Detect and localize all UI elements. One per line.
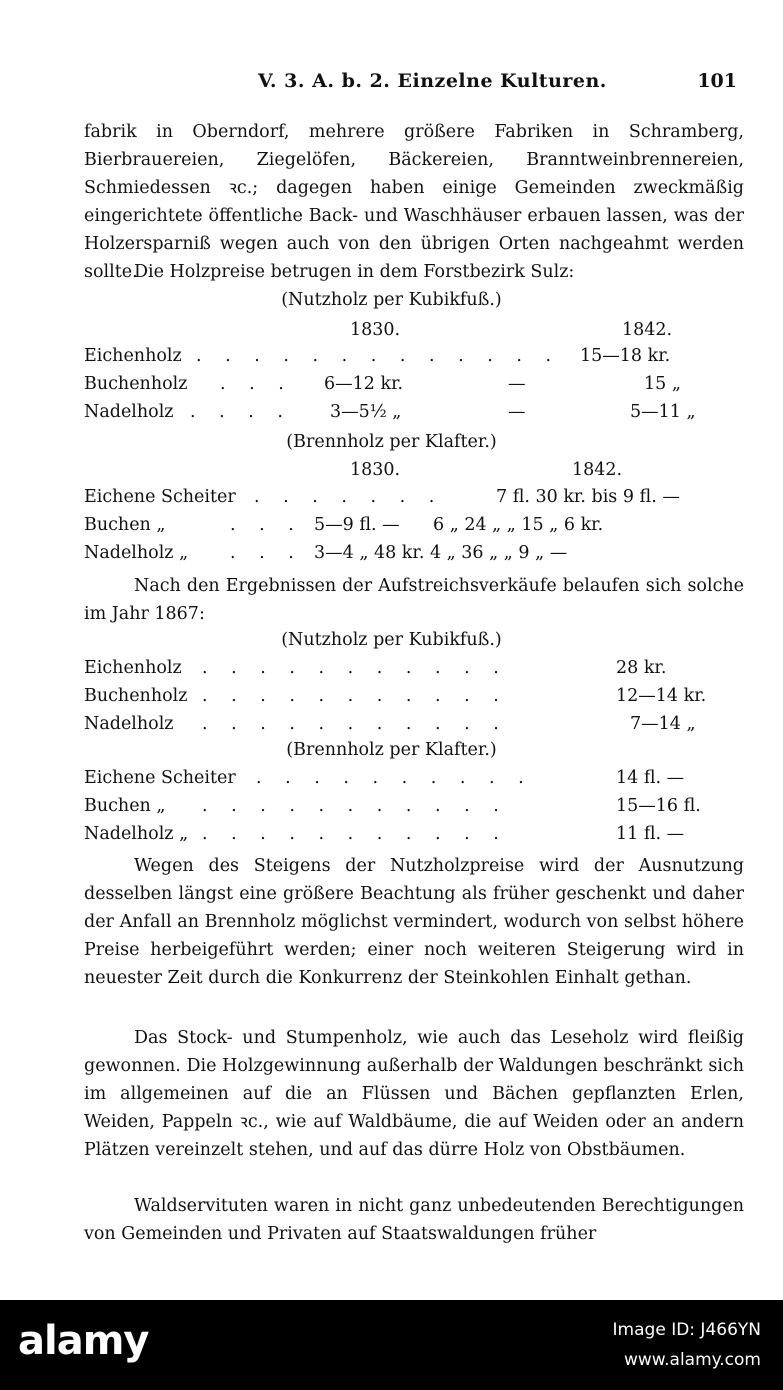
value-1830: 6—12 kr. xyxy=(324,374,404,394)
row-label: Buchen „ xyxy=(84,796,166,816)
paragraph-2-text: Die Holzpreise betrugen in dem Forstbezirk Sulz: xyxy=(134,262,575,282)
leader-dots: . . . xyxy=(220,374,293,394)
row-label: Nadelholz xyxy=(84,714,174,734)
leader-dots: . . . . . . . . . . . xyxy=(202,658,508,678)
leader-dots: . . . xyxy=(230,543,303,563)
paragraph-5-text: Das Stock- und Stumpenholz, wie auch das Leseholz wird fleißig gewonnen. Die Holzgewinnung außerhalb der Waldungen beschränkt sich im allgemeinen auf die an Flüssen und Bächen gepflanzten Erlen, Weiden, Pappeln ꝛc., wie auf Waldbäume, die auf Weiden oder an andern Plätzen vereinzelt stehen, und auf das dürre Holz von Obstbäumen. xyxy=(84,1028,744,1160)
paragraph-5 xyxy=(84,1024,744,1164)
site-url: www.alamy.com xyxy=(623,1350,761,1370)
row-label: Eichene Scheiter xyxy=(84,487,236,507)
table2-year-1842: 1842. xyxy=(572,460,623,480)
table3-row xyxy=(84,714,744,742)
paragraph-3-text: Nach den Ergebnissen der Aufstreichsverkäufe belaufen sich solche im Jahr 1867: xyxy=(84,576,744,624)
table3-row xyxy=(84,658,744,686)
value-1842: 5—11 „ xyxy=(630,402,696,422)
row-label: Eichene Scheiter xyxy=(84,768,236,788)
table1-row xyxy=(84,402,744,430)
dash: — xyxy=(508,374,526,394)
leader-dots: . . . . . . . . . . . xyxy=(202,714,508,734)
row-label: Eichenholz xyxy=(84,658,182,678)
dash: — xyxy=(508,402,526,422)
paragraph-3 xyxy=(84,572,744,628)
table2-row xyxy=(84,487,744,515)
running-header xyxy=(0,70,783,104)
value-1842: 15—18 kr. xyxy=(580,346,671,366)
row-label: Buchenholz xyxy=(84,686,188,706)
paragraph-4-text: Wegen des Steigens der Nutzholzpreise wird der Ausnutzung desselben längst eine größere Beachtung als früher geschenkt und daher der Anfall an Brennholz möglichst vermindert, wodurch von selbst höhere Preise herbeigeführt werden; einer noch weiteren Steigerung wird in neuester Zeit durch die Konkurrenz der Steinkohlen Einhalt gethan. xyxy=(84,856,744,988)
leader-dots: . . . . . . . . . . . . . xyxy=(196,346,561,366)
row-label: Buchenholz xyxy=(84,374,188,394)
leader-dots: . . . . . . . . . . . xyxy=(202,824,508,844)
table2-caption: (Brennholz per Klafter.) xyxy=(286,432,497,452)
leader-dots: . . . . . . . . . . . xyxy=(202,686,508,706)
leader-dots: . . . . . . . . . . . xyxy=(202,796,508,816)
leader-dots: . . . . . . . xyxy=(254,487,444,507)
row-value: 12—14 kr. xyxy=(616,686,707,706)
alamy-logo: alamy xyxy=(18,1318,149,1364)
value-1830: 3—5½ „ xyxy=(330,402,402,422)
row-values: 7 fl. 30 kr. bis 9 fl. — xyxy=(496,487,680,507)
table1-year-1830: 1830. xyxy=(350,320,401,340)
table3-row xyxy=(84,686,744,714)
table4-row xyxy=(84,796,744,824)
row-label: Buchen „ xyxy=(84,515,166,535)
leader-dots: . . . . xyxy=(190,402,292,422)
table2-year-1830: 1830. xyxy=(350,460,401,480)
paragraph-6-text: Waldservituten waren in nicht ganz unbedeutenden Berechtigungen von Gemeinden und Privaten auf Staatswaldungen früher xyxy=(84,1196,744,1244)
table4-caption: (Brennholz per Klafter.) xyxy=(286,740,497,760)
row-value: 15—16 fl. xyxy=(616,796,701,816)
image-id: Image ID: J466YN xyxy=(612,1320,761,1340)
table1-year-1842: 1842. xyxy=(622,320,673,340)
value-1842: 15 „ xyxy=(644,374,681,394)
table3-caption: (Nutzholz per Kubikfuß.) xyxy=(281,630,502,650)
row-label: Eichenholz xyxy=(84,346,182,366)
row-values: 5—9 fl. — 6 „ 24 „ „ 15 „ 6 kr. xyxy=(314,515,604,535)
table4-row xyxy=(84,824,744,852)
paragraph-2 xyxy=(84,258,744,286)
row-value: 11 fl. — xyxy=(616,824,685,844)
header-title: V. 3. A. b. 2. Einzelne Kulturen. xyxy=(258,70,607,92)
table1-row xyxy=(84,374,744,402)
row-label: Nadelholz xyxy=(84,402,174,422)
table1-caption: (Nutzholz per Kubikfuß.) xyxy=(281,290,502,310)
paragraph-4 xyxy=(84,852,744,992)
watermark-footer xyxy=(0,1300,783,1390)
table2-row xyxy=(84,543,744,571)
table2-row xyxy=(84,515,744,543)
row-value: 7—14 „ xyxy=(630,714,696,734)
row-value: 28 kr. xyxy=(616,658,667,678)
page-number: 101 xyxy=(697,70,737,92)
row-values: 3—4 „ 48 kr. 4 „ 36 „ „ 9 „ — xyxy=(314,543,568,563)
table4-row xyxy=(84,768,744,796)
leader-dots: . . . xyxy=(230,515,303,535)
paragraph-6 xyxy=(84,1192,744,1248)
leader-dots: . . . . . . . . . . xyxy=(256,768,533,788)
paragraph-1-text: fabrik in Oberndorf, mehrere größere Fabriken in Schramberg, Bierbrauereien, Ziegelöfen, Bäckereien, Branntweinbrennereien, Schmiedessen ꝛc.; dagegen haben einige Gemeinden zweckmäßig eingerichtete öffentliche Back- und Waschhäuser erbauen lassen, was der Holzersparniß wegen auch von den übrigen Orten nachgeahmt werden sollte. xyxy=(84,122,744,282)
row-value: 14 fl. — xyxy=(616,768,685,788)
row-label: Nadelholz „ xyxy=(84,824,189,844)
table1-row xyxy=(84,346,744,374)
row-label: Nadelholz „ xyxy=(84,543,189,563)
